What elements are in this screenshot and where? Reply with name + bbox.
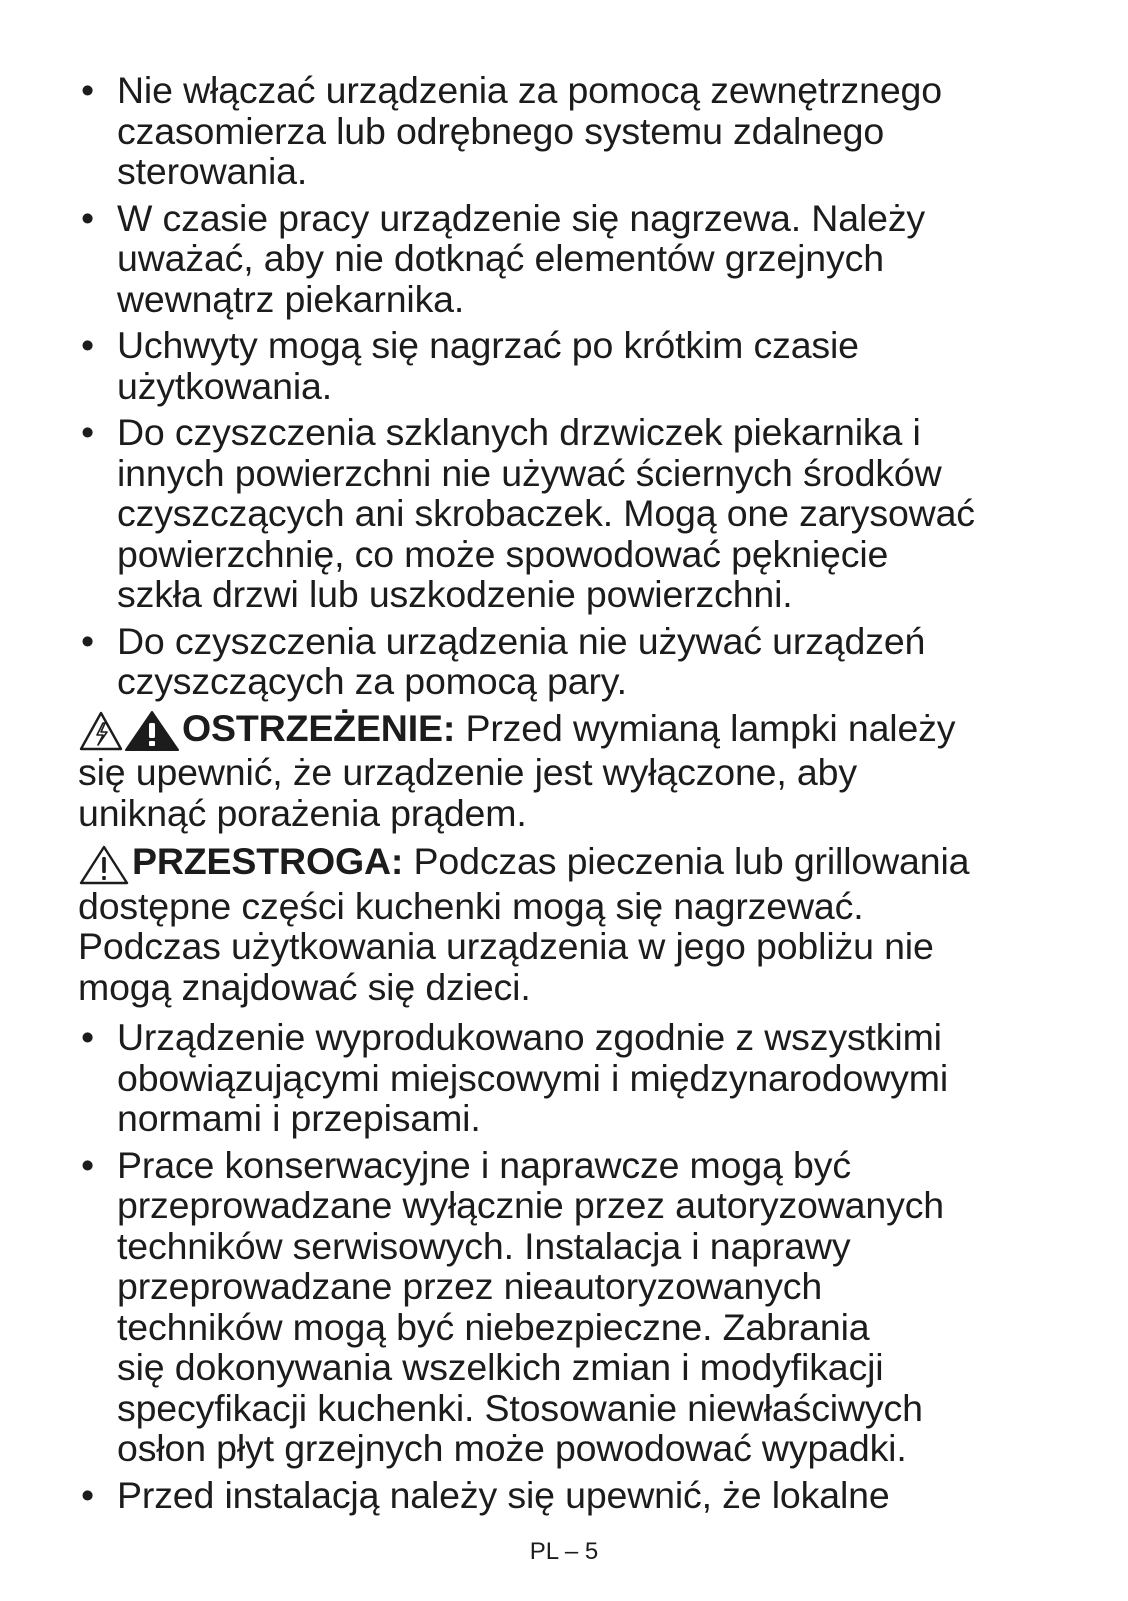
list-item	[78, 1475, 1088, 1516]
list-item-text-line: Przed instalacją należy się upewnić, że lokalne	[117, 1473, 890, 1516]
electric-shock-warning-icon	[78, 710, 124, 752]
list-item	[78, 325, 1088, 406]
list-item	[78, 1145, 1088, 1469]
bullet-icon: •	[81, 196, 94, 239]
warning-notice	[78, 708, 1088, 834]
list-item	[78, 198, 1088, 320]
caution-line: Podczas użytkowania urządzenia w jego pobliżu nie	[78, 925, 934, 967]
bullet-icon: •	[81, 1016, 94, 1058]
warning-text-start: Przed wymianą lampki należy	[455, 706, 956, 749]
list-item	[78, 1017, 1088, 1139]
warning-first-line	[78, 708, 1088, 753]
list-item-text-line: specyfikacji kuchenki. Stosowanie niewłaściwych	[117, 1386, 923, 1429]
list-item	[78, 412, 1088, 615]
bullet-icon: •	[81, 69, 94, 111]
general-warning-icon	[124, 710, 180, 752]
list-item	[78, 621, 1088, 702]
bullet-icon: •	[81, 619, 94, 662]
list-item-text-line: Do czyszczenia urządzenia nie używać urządzeń	[117, 619, 926, 662]
bullet-icon: •	[81, 1473, 94, 1516]
list-item-text-line: techników serwisowych. Instalacja i naprawy	[117, 1224, 851, 1267]
list-item-text-line: Urządzenie wyprodukowano zgodnie z wszystkimi	[117, 1016, 942, 1058]
warning-line: uniknąć porażenia prądem.	[78, 791, 527, 834]
manual-page-content	[78, 70, 1088, 1521]
caution-notice	[78, 841, 1088, 1007]
list-item-text-line: innych powierzchni nie używać ściernych środków	[117, 451, 942, 494]
warning-icons	[78, 710, 180, 752]
list-item-text-line: osłon płyt grzejnych może powodować wypadki.	[117, 1427, 907, 1469]
bullet-icon: •	[81, 411, 94, 453]
list-item-text-line: szkła drzwi lub uszkodzenie powierzchni.	[117, 573, 793, 615]
list-item-text-line: się dokonywania wszelkich zmian i modyfikacji	[117, 1346, 884, 1388]
caution-triangle-icon	[78, 844, 130, 886]
bullet-icon: •	[81, 324, 94, 366]
caution-line: mogą znajdować się dzieci.	[78, 965, 531, 1008]
list-item-text-line: użytkowania.	[117, 364, 332, 407]
list-item-text-line: sterowania.	[117, 150, 308, 192]
caution-text-start: Podczas pieczenia lub grillowania	[403, 840, 970, 882]
list-item-text-line: obowiązującymi miejscowymi i międzynarodowymi	[117, 1056, 948, 1099]
caution-first-line	[78, 841, 1088, 886]
list-item-text-line: przeprowadzane przez nieautoryzowanych	[117, 1265, 823, 1307]
bullet-list-bottom	[78, 1017, 1088, 1515]
list-item-text-line: Uchwyty mogą się nagrzać po krótkim czasie	[117, 324, 859, 366]
list-item-text-line: przeprowadzane wyłącznie przez autoryzowanych	[117, 1184, 945, 1226]
list-item-text-line: czyszczących ani skrobaczek. Mogą one zarysować	[117, 492, 975, 534]
bullet-icon: •	[81, 1143, 94, 1186]
warning-label: OSTRZEŻENIE:	[182, 706, 456, 749]
list-item	[78, 70, 1088, 192]
caution-icons	[78, 844, 130, 886]
list-item-text-line: powierzchnię, co może spowodować pęknięcie	[117, 532, 889, 575]
list-item-text-line: W czasie pracy urządzenie się nagrzewa. Należy	[117, 196, 926, 239]
caution-line: dostępne części kuchenki mogą się nagrzewać.	[78, 884, 864, 927]
list-item-text-line: normami i przepisami.	[117, 1097, 481, 1139]
page-number: PL – 5	[529, 1538, 599, 1565]
bullet-list-top	[78, 70, 1088, 702]
list-item-text-line: techników mogą być niebezpieczne. Zabrania	[117, 1305, 870, 1348]
list-item-text-line: wewnątrz piekarnika.	[117, 277, 465, 320]
caution-label: PRZESTROGA:	[132, 840, 404, 882]
list-item-text-line: Prace konserwacyjne i naprawcze mogą być	[117, 1143, 851, 1186]
list-item-text-line: uważać, aby nie dotknąć elementów grzejnych	[117, 237, 884, 279]
list-item-text-line: czasomierza lub odrębnego systemu zdalnego	[117, 109, 885, 152]
list-item-text-line: Nie włączać urządzenia za pomocą zewnętrznego	[117, 69, 942, 111]
list-item-text-line: czyszczących za pomocą pary.	[117, 660, 627, 702]
list-item-text-line: Do czyszczenia szklanych drzwiczek piekarnika i	[117, 411, 921, 453]
warning-line: się upewnić, że urządzenie jest wyłączone, aby	[78, 751, 857, 793]
